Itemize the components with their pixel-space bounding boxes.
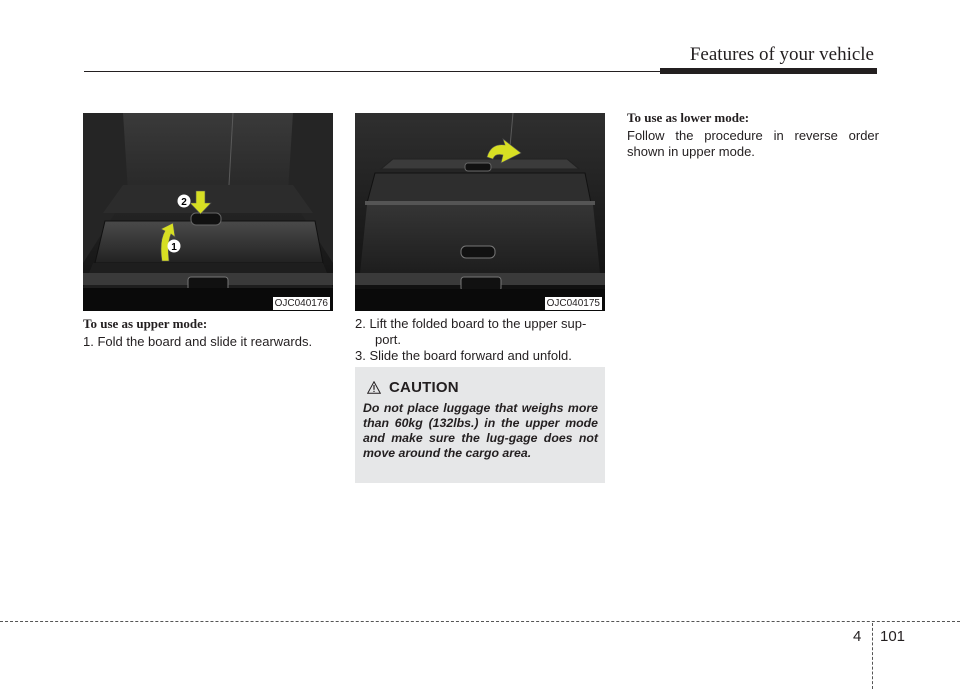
caution-title: CAUTION [389,378,459,396]
lower-mode-text: Follow the procedure in reverse order shown in upper mode. [627,128,879,159]
callout-2-label: 2 [181,197,187,208]
figure-caption: OJC040176 [274,298,328,309]
page-number: 101 [880,628,906,645]
upper-mode-heading: To use as upper mode: [83,316,208,331]
lower-mode-heading: To use as lower mode: [627,110,750,125]
callout-1-label: 1 [171,242,177,253]
warning-triangle-icon [367,381,381,394]
step-2-continued: port. [375,332,402,347]
footer-divider [872,623,873,689]
caution-text: Do not place luggage that weighs more than 60kg (132lbs.) in the upper mode and make sure the lug-gage does not move around the cargo area. [363,401,598,460]
section-number: 4 [853,628,862,645]
cargo-photo-2 [355,113,605,311]
cargo-photo-1 [83,113,333,311]
footer-rule [0,621,960,622]
step-2-text: 2. Lift the folded board to the upper sup- [355,316,587,331]
header-title: Features of your vehicle [689,44,874,65]
step-2 [355,316,607,348]
caution-header [363,377,598,397]
caution-box [355,367,605,483]
header-rule [84,71,660,72]
figure-upper-mode-step2 [355,113,605,311]
header-rule-accent [660,68,877,74]
upper-mode-step-1 [83,334,333,350]
figure-upper-mode-step1 [83,113,333,311]
upper-mode-steps-2-3 [355,316,607,364]
step-1-text: 1. Fold the board and slide it rearwards. [83,334,313,349]
figure-caption: OJC040175 [546,298,600,309]
step-3-text: 3. Slide the board forward and unfold. [355,348,572,363]
